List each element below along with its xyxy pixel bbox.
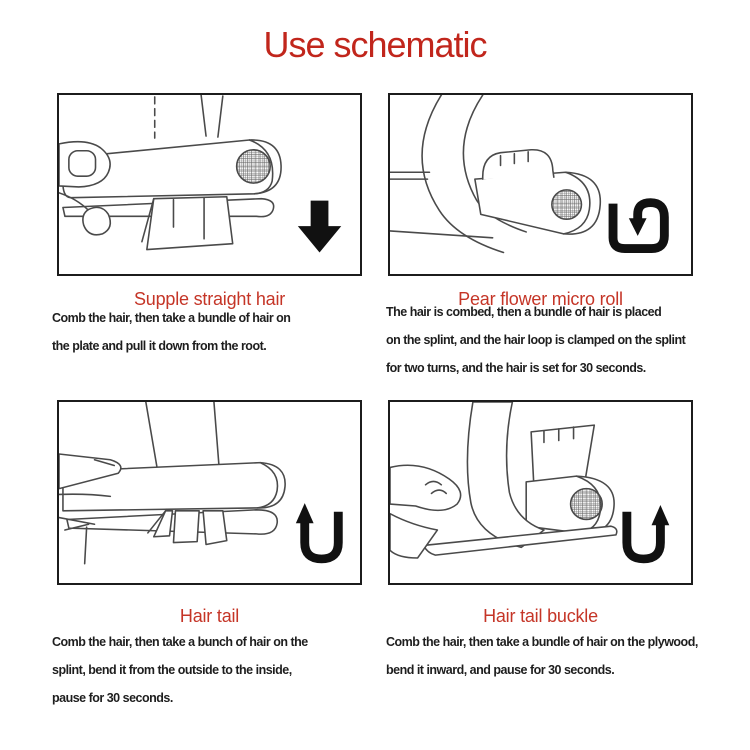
hair-bundle-on-top [483,150,554,179]
panel-subtitle-pear-flower-micro-roll: Pear flower micro roll [458,289,623,309]
panel-description-hair-tail [52,628,308,712]
hair-tail-buckle-illustration [390,402,691,583]
micro-roll-illustration [390,95,691,274]
desc-line: bend it inward, and pause for 30 seconds. [386,663,615,677]
desc-line: Comb the hair, then take a bunch of hair on the [52,635,308,649]
panel-box-hair-tail [57,400,362,585]
loop-down-arrow-icon [613,203,664,249]
u-turn-up-left-arrow-icon [296,503,338,559]
desc-line: the plate and pull it down from the root. [52,339,267,353]
panel-box-supple-straight-hair [57,93,362,276]
u-turn-up-right-arrow-icon [627,505,669,559]
panel-subtitle-supple-straight-hair: Supple straight hair [133,289,286,309]
hair-bundle-below [142,197,233,250]
straight-hair-illustration [59,95,360,274]
panel-subtitle-hair-tail: Hair tail [179,606,240,626]
hatched-end-cap [237,150,271,183]
desc-line: The hair is combed, then a bundle of hair is placed [386,305,662,319]
desc-line: for two turns, and the hair is set for 30 seconds. [386,361,646,375]
desc-line: splint, bend it from the outside to the inside, [52,663,292,677]
panel-box-hair-tail-buckle [388,400,693,585]
hair-wrap-band [467,402,544,547]
panel-description-supple-straight-hair [52,304,290,360]
desc-line: pause for 30 seconds. [52,691,173,705]
hatched-end-cap [552,190,582,219]
down-arrow-icon [298,201,341,253]
panel-subtitle-hair-tail-buckle: Hair tail buckle [483,606,598,626]
panel-box-pear-flower-micro-roll [388,93,693,276]
page-title: Use schematic [263,24,487,65]
desc-line: on the splint, and the hair loop is clamped on the splint [386,333,686,347]
hair-strands-top [155,95,223,138]
desc-line: Comb the hair, then take a bundle of hair on the plywood, [386,635,698,649]
desc-line: Comb the hair, then take a bundle of hair on [52,311,291,325]
hair-tail-illustration [59,402,360,583]
panel-description-hair-tail-buckle [386,628,698,684]
panel-description-pear-flower-micro-roll [386,298,685,382]
hatched-end-cap [571,489,603,520]
